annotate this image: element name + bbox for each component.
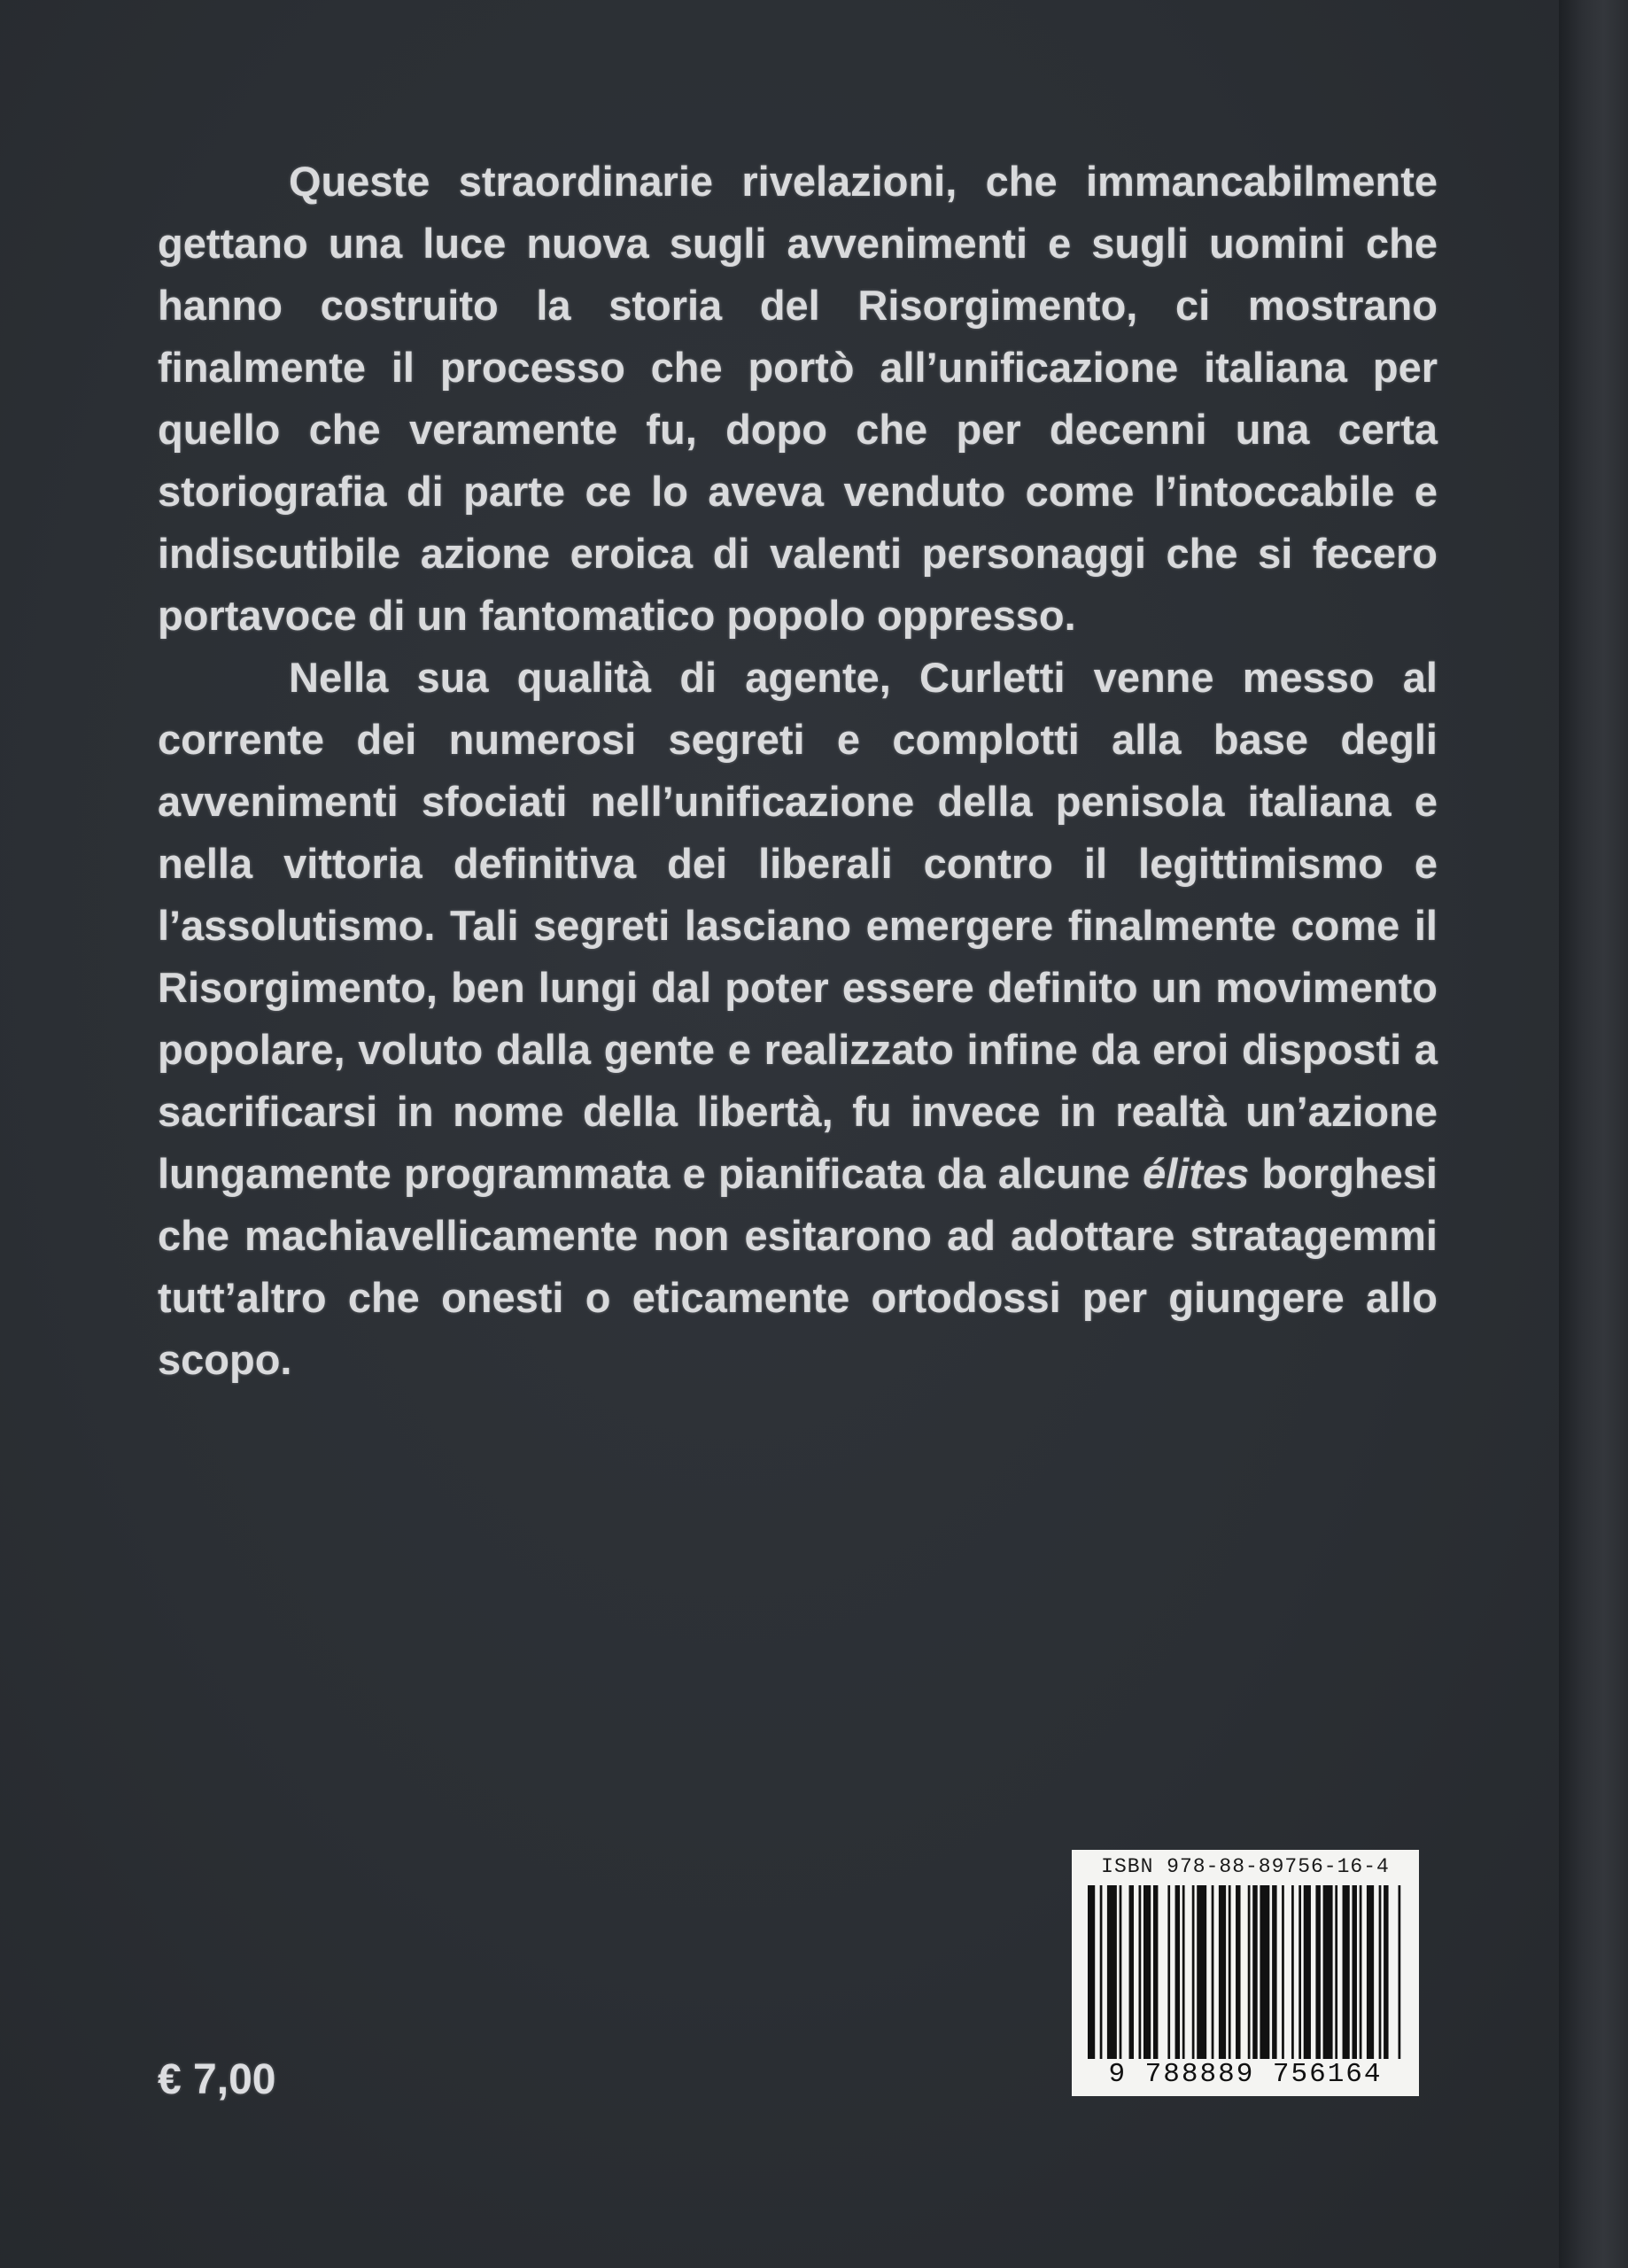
price-label: € 7,00 (158, 2056, 276, 2103)
barcode-label (1072, 1850, 1419, 2096)
blurb-paragraph-2-end: borghesi che machiavellicamente non esitarono ad adottare stratagemmi tutt’altro che onesti o eticamente ortodossi per giungere allo scopo. (158, 1150, 1438, 1383)
blurb-paragraph-2-start: Nella sua qualità di agente, Curletti venne messo al corrente dei numerosi segreti e complotti alla base degli avvenimenti sfociati nell’unificazione della penisola italiana e nella vittoria definitiva dei liberali contro il legittimismo e l’assolutismo. Tali segreti lasciano emergere finalmente come il Risorgimento, ben lungi dal poter essere definito un movimento popolare, voluto dalla gente e realizzato infine da eroi disposti a sacrificarsi in nome della libertà, fu invece in realtà un’azione lungamente programmata e pianificata da alcune (158, 654, 1438, 1197)
blurb-italic-word: élites (1143, 1150, 1250, 1197)
blurb-paragraph-2 (158, 647, 1438, 1391)
isbn-text: ISBN 978-88-89756-16-4 (1101, 1855, 1390, 1878)
barcode-digits: 9 788889 756164 (1072, 2059, 1419, 2090)
cover-edge (1559, 0, 1628, 2268)
blurb-paragraph-1: Queste straordinarie rivelazioni, che immancabilmente gettano una luce nuova sugli avvenimenti e sugli uomini che hanno costruito la storia del Risorgimento, ci mostrano finalmente il processo che portò all’unificazione italiana per quello che veramente fu, dopo che per decenni una certa storiografia di parte ce lo aveva venduto come l’intoccabile e indiscutibile azione eroica di valenti personaggi che si fecero portavoce di un fantomatico popolo oppresso. (158, 158, 1438, 639)
barcode-icon (1088, 1885, 1403, 2062)
blurb-text (158, 151, 1438, 1391)
